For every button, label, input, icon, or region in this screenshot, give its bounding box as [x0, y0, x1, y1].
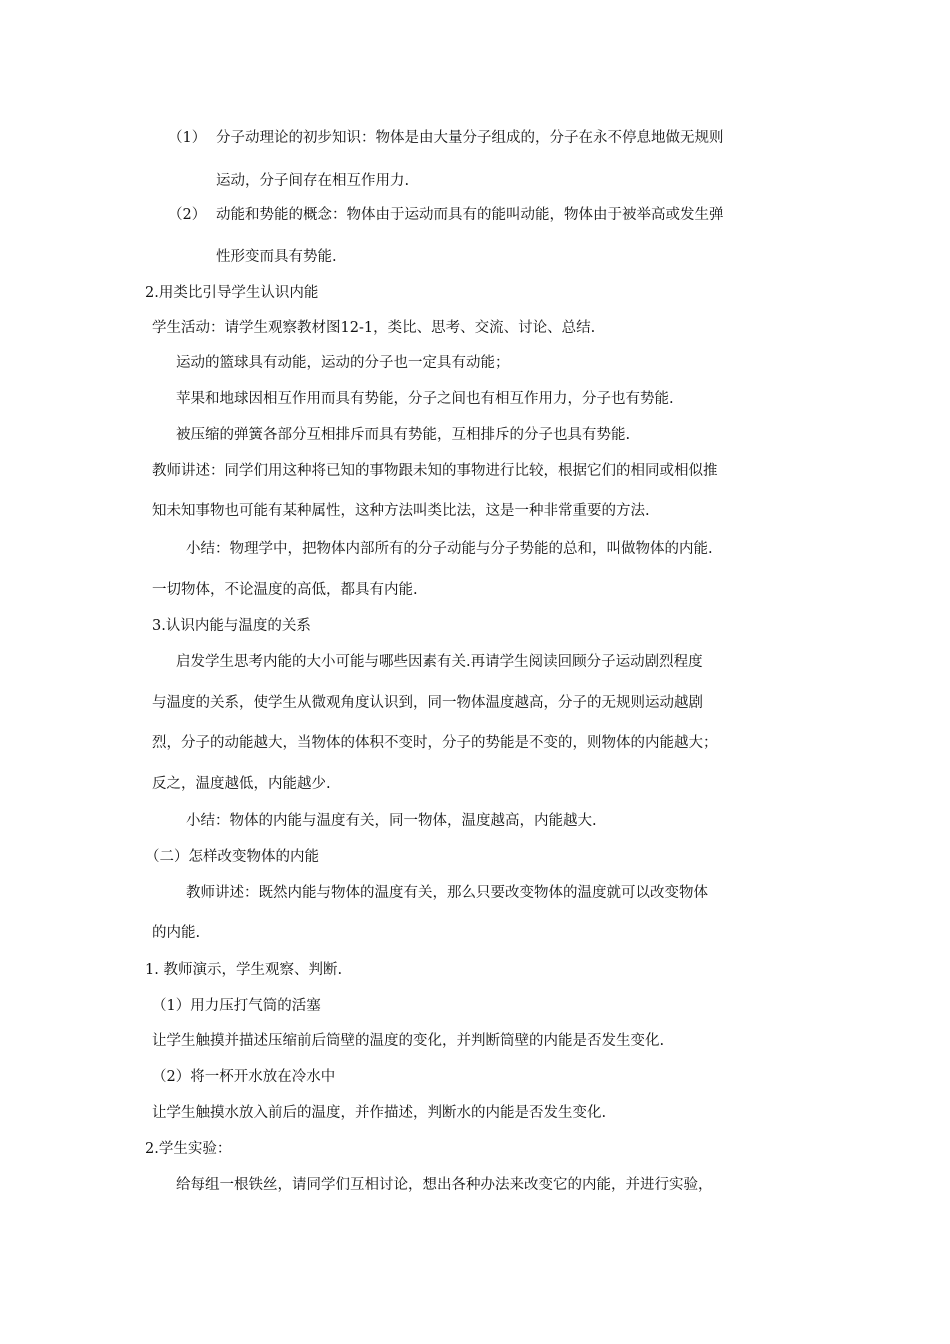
- text-line: 的内能.: [152, 925, 201, 941]
- item-number: （1）: [168, 130, 207, 146]
- text-line: 动能和势能的概念：物体由于运动而具有的能叫动能，物体由于被举高或发生弹: [216, 207, 724, 223]
- summary-line: 小结：物理学中，把物体内部所有的分子动能与分子势能的总和，叫做物体的内能.: [186, 541, 713, 557]
- text-line: 苹果和地球因相互作用而具有势能，分子之间也有相互作用力，分子也有势能.: [176, 391, 674, 407]
- section-heading: 1. 教师演示，学生观察、判断.: [145, 962, 343, 978]
- text-line: 教师讲述：同学们用这种将已知的事物跟未知的事物进行比较，根据它们的相同或相似推: [152, 463, 718, 479]
- text-line: 知未知事物也可能有某种属性，这种方法叫类比法，这是一种非常重要的方法.: [152, 503, 650, 519]
- text-line: 被压缩的弹簧各部分互相排斥而具有势能，互相排斥的分子也具有势能.: [176, 427, 631, 443]
- text-line: （1）用力压打气筒的活塞: [152, 998, 321, 1014]
- text-line: 运动的篮球具有动能，运动的分子也一定具有动能；: [176, 355, 510, 371]
- text-line: （2）将一杯开水放在冷水中: [152, 1069, 336, 1085]
- text-line: 让学生触摸水放入前后的温度，并作描述，判断水的内能是否发生变化.: [152, 1105, 607, 1121]
- text-line: 烈，分子的动能越大，当物体的体积不变时，分子的势能是不变的，则物体的内能越大；: [152, 735, 718, 751]
- section-heading: 2.学生实验：: [145, 1141, 232, 1157]
- summary-line: 小结：物体的内能与温度有关，同一物体，温度越高，内能越大.: [186, 813, 597, 829]
- text-line: 教师讲述：既然内能与物体的温度有关，那么只要改变物体的温度就可以改变物体: [186, 885, 708, 901]
- text-line: 分子动理论的初步知识：物体是由大量分子组成的，分子在永不停息地做无规则: [216, 130, 724, 146]
- text-line: 给每组一根铁丝，请同学们互相讨论，想出各种办法来改变它的内能，并进行实验，: [176, 1177, 713, 1193]
- text-line: 学生活动：请学生观察教材图12-1，类比、思考、交流、讨论、总结.: [152, 320, 596, 336]
- item-number: （2）: [168, 207, 207, 223]
- section-heading: 2.用类比引导学生认识内能: [145, 285, 319, 301]
- text-line: 让学生触摸并描述压缩前后筒壁的温度的变化，并判断筒壁的内能是否发生变化.: [152, 1033, 665, 1049]
- text-line: 启发学生思考内能的大小可能与哪些因素有关.再请学生阅读回顾分子运动剧烈程度: [176, 654, 703, 670]
- text-line: 与温度的关系，使学生从微观角度认识到，同一物体温度越高，分子的无规则运动越剧: [152, 695, 703, 711]
- section-heading: （二）怎样改变物体的内能: [145, 849, 319, 865]
- text-line: 运动，分子间存在相互作用力.: [216, 173, 410, 189]
- section-heading: 3.认识内能与温度的关系: [152, 618, 311, 634]
- text-line: 性形变而具有势能.: [216, 249, 337, 265]
- text-line: 反之，温度越低，内能越少.: [152, 776, 331, 792]
- text-line: 一切物体，不论温度的高低，都具有内能.: [152, 582, 418, 598]
